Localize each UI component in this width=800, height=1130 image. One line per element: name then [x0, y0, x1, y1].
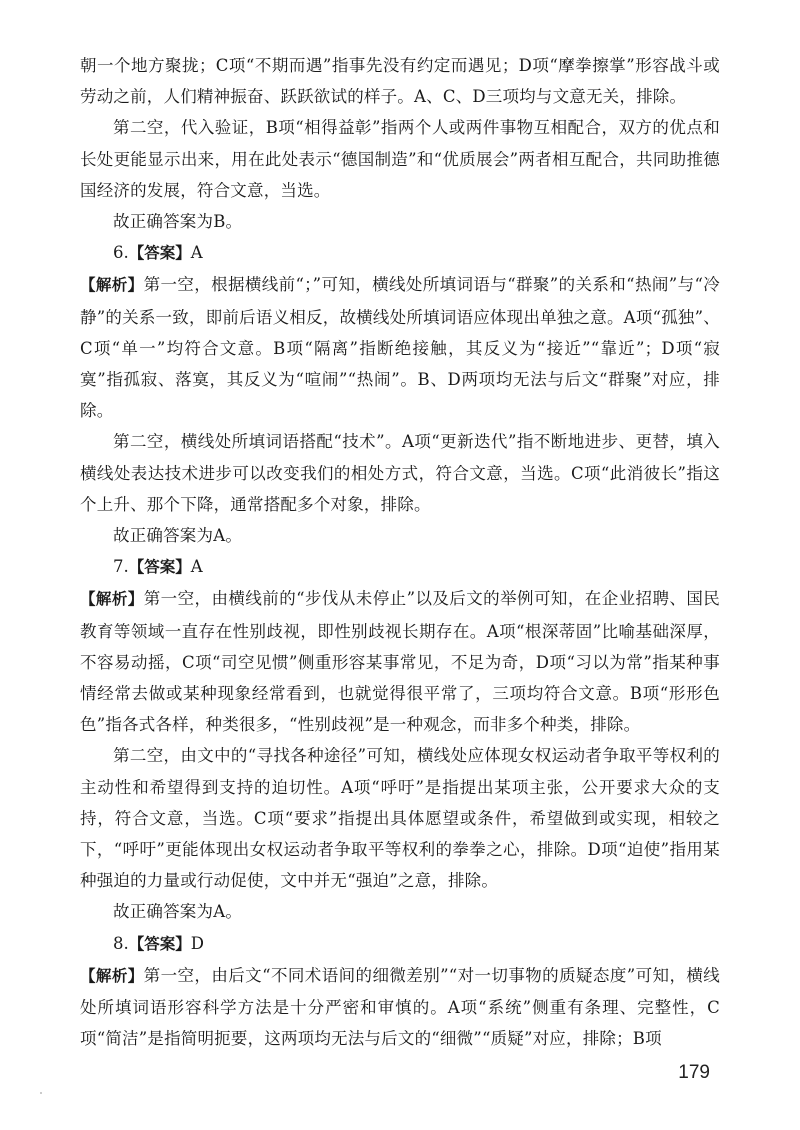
- q8-answer: D: [190, 933, 204, 953]
- document-page: [80, 50, 720, 1055]
- q7-analysis-tag: 【解析】: [80, 590, 144, 609]
- q8-analysis-1: 第一空，由后文“不同术语间的细微差别”“对一切事物的质疑态度”可知，横线处所填词语形容科学方法是十分严密和审慎的。A项“系统”侧重有条理、完整性，C项“简洁”是指简明扼要，这两项均无法与后文的“细微”“质疑”对应，排除；B项: [80, 965, 720, 1049]
- q8-analysis-tag: 【解析】: [80, 966, 144, 985]
- q7-analysis-first-blank: [80, 583, 720, 740]
- q8-answer-line: [80, 928, 720, 960]
- page-number: 179: [678, 1062, 710, 1083]
- q7-analysis-1: 第一空，由横线前的“步伐从未停止”以及后文的举例可知，在企业招聘、国民教育等领域一直存在性别歧视，即性别歧视长期存在。A项“根深蒂固”比喻基础深厚，不容易动摇，C项“司空见惯”侧重形容某事常见，不足为奇，D项“习以为常”指某种事情经常去做或某种现象经常看到，也就觉得很平常了，三项均符合文意。B项“形形色色”指各式各样，种类很多，“性别歧视”是一种观念，而非多个种类，排除。: [80, 589, 720, 735]
- q6-answer: A: [190, 243, 203, 263]
- q6-answer-tag: 【答案】: [128, 244, 191, 263]
- q6-conclusion: 故正确答案为A。: [113, 526, 243, 546]
- q7-number: 7.: [113, 557, 129, 577]
- q7-conclusion: 故正确答案为A。: [113, 902, 243, 922]
- scan-speck: [40, 1092, 42, 1094]
- q7-answer-line: [80, 551, 720, 583]
- q8-answer-tag: 【答案】: [128, 934, 191, 953]
- q6-number: 6.: [113, 243, 129, 263]
- paragraph-q5-continuation: 朝一个地方聚拢；C项“不期而遇”指事先没有约定而遇见；D项“摩拳擦掌”形容战斗或劳动之前，人们精神振奋、跃跃欲试的样子。A、C、D三项均与文意无关，排除。: [80, 56, 720, 107]
- q6-analysis-first-blank: [80, 269, 720, 426]
- q7-answer: A: [190, 557, 203, 577]
- q6-answer-line: [80, 237, 720, 269]
- q7-answer-tag: 【答案】: [128, 558, 191, 577]
- q6-analysis-second-blank: 第二空，横线处所填词语搭配“技术”。A项“更新迭代”指不断地进步、更替，填入横线处表达技术进步可以改变我们的相处方式，符合文意，当选。C项“此消彼长”指这个上升、那个下降，通常搭配多个对象，排除。: [80, 432, 720, 514]
- q8-analysis-first-blank: [80, 960, 720, 1055]
- q6-analysis-1: 第一空，根据横线前“；”可知，横线处所填词语与“群聚”的关系和“热闹”与“冷静”的关系一致，即前后语义相反，故横线处所填词语应体现出单独之意。A项“孤独”、C项“单一”均符合文意。B项“隔离”指断绝接触，其反义为“接近”“靠近”；D项“寂寞”指孤寂、落寞，其反义为“喧闹”“热闹”。B、D两项均无法与后文“群聚”对应，排除。: [80, 275, 720, 421]
- q8-number: 8.: [113, 933, 129, 953]
- q7-analysis-second-blank: 第二空，由文中的“寻找各种途径”可知，横线处应体现女权运动者争取平等权利的主动性和希望得到支持的迫切性。A项“呼吁”是指提出某项主张，公开要求大众的支持，符合文意，当选。C项“要求”指提出具体愿望或条件，希望做到或实现，相较之下，“呼吁”更能体现出女权运动者争取平等权利的拳拳之心，排除。D项“迫使”指用某种强迫的力量或行动促使，文中并无“强迫”之意，排除。: [80, 746, 720, 891]
- paragraph-q5-conclusion: 故正确答案为B。: [113, 212, 243, 232]
- paragraph-q5-second-blank: 第二空，代入验证，B项“相得益彰”指两个人或两件事物互相配合，双方的优点和长处更能显示出来，用在此处表示“德国制造”和“优质展会”两者相互配合，共同助推德国经济的发展，符合文意，当选。: [80, 118, 720, 200]
- q6-analysis-tag: 【解析】: [80, 276, 144, 295]
